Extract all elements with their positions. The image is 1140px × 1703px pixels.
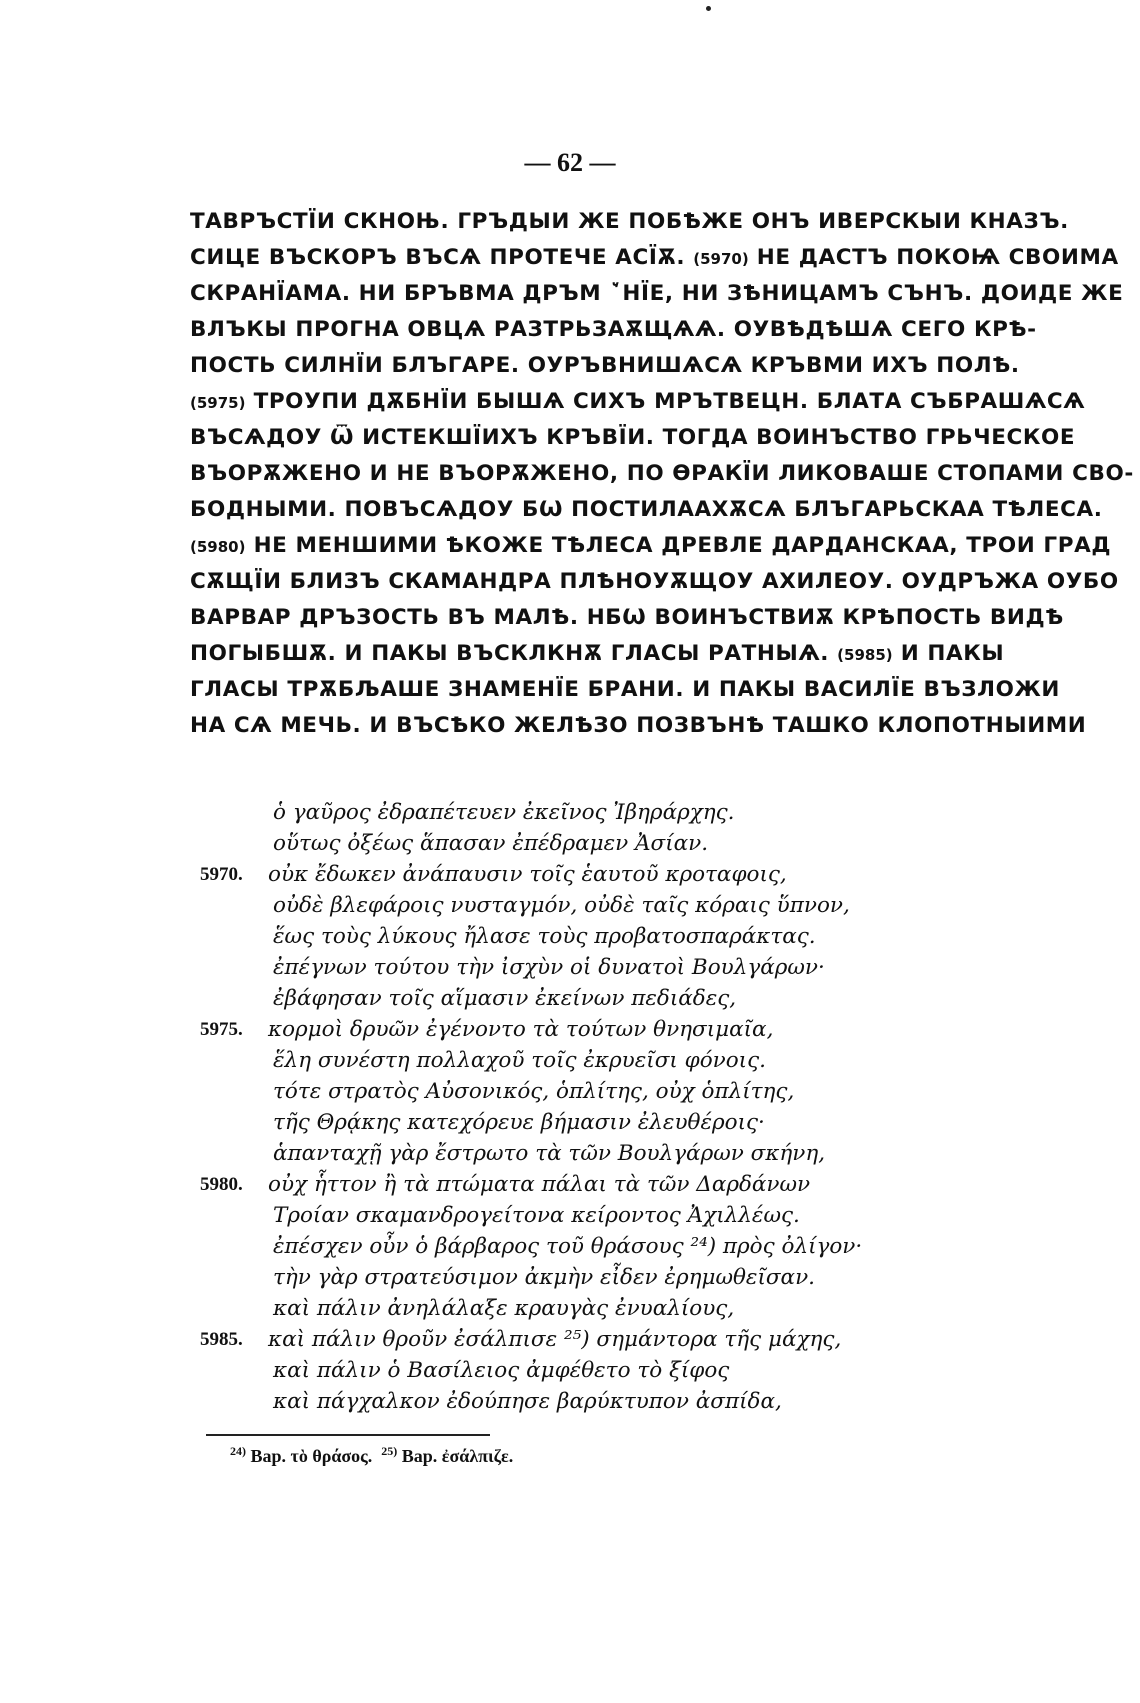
line-number: (5985) bbox=[837, 646, 893, 664]
verse-line bbox=[200, 859, 980, 890]
footnote-marker: 24) bbox=[230, 1444, 246, 1458]
verse-text: ἕως τοὺς λύκους ἤλασε τοὺς προβατοσπαράκτας. bbox=[273, 924, 816, 949]
line-number: (5975) bbox=[190, 394, 246, 412]
verse-number: 5975. bbox=[200, 1019, 243, 1040]
verse-line bbox=[200, 1107, 980, 1138]
verse-line bbox=[200, 1262, 980, 1293]
ink-dot-mark bbox=[706, 6, 711, 11]
verse-text: οὐκ ἔδωκεν ἀνάπαυσιν τοῖς ἑαυτοῦ κροταφοις, bbox=[268, 862, 787, 887]
verse-line bbox=[200, 1014, 980, 1045]
verse-number: 5980. bbox=[200, 1174, 243, 1195]
footnote-marker: 25) bbox=[381, 1444, 398, 1458]
verse-line bbox=[200, 1138, 980, 1169]
verse-line bbox=[200, 1169, 980, 1200]
verse-line bbox=[200, 1076, 980, 1107]
verse-text: τῆς Θρᾴκης κατεχόρευε βήμασιν ἐλευθέροις· bbox=[273, 1110, 765, 1135]
verse-line bbox=[200, 828, 980, 859]
line-number: (5970) bbox=[693, 250, 749, 268]
verse-number: 5970. bbox=[200, 864, 243, 885]
verse-text: οὐδὲ βλεφάροις νυσταγμόν, οὐδὲ ταῖς κόραις ὕπνον, bbox=[273, 893, 850, 918]
verse-text: καὶ πάλιν ἀνηλάλαξε κραυγὰς ἐνυαλίους, bbox=[273, 1296, 735, 1321]
slavonic-line: НА СѦ МЕЧЬ. И ВЪСѢКО ЖЕЛѢЗО ПОЗВЪНѢ ТАШКО КЛОПОТНЫИМИ bbox=[190, 713, 1087, 738]
verse-text: ὁ γαῦρος ἐδραπέτευεν ἐκεῖνος Ἰβηράρχης. bbox=[273, 800, 735, 825]
verse-text: τότε στρατὸς Αὐσονικός, ὁπλίτης, οὐχ ὁπλίτης, bbox=[273, 1079, 795, 1104]
footnotes bbox=[230, 1444, 513, 1467]
verse-text: Τροίαν σκαμανδρογείτονα κείροντος Ἀχιλλέως. bbox=[273, 1203, 800, 1228]
verse-text: ἕλη συνέστη πολλαχοῦ τοῖς ἐκρυεῖσι φόνοις. bbox=[273, 1048, 766, 1073]
slavonic-line: (5975) ТРОУПИ ДѪБНЇИ БЫШѦ СИХЪ МРЪТВЕЦН. БЛАТА СЪБРАШѦСѦ bbox=[190, 389, 1086, 414]
verse-text: καὶ πάλιν θροῦν ἐσάλπισε ²⁵) σημάντορα τῆς μάχης, bbox=[268, 1327, 842, 1352]
verse-text: ἁπανταχῇ γὰρ ἔστρωτο τὰ τῶν Βουλγάρων σκήνη, bbox=[273, 1141, 826, 1166]
slavonic-line: СКРАНЇАМА. НИ БРЪВМА ДРЪМ ꙿНЇЕ, НИ ЗѢНИЦАМЪ СЪНЪ. ДОИДЕ ЖЕ bbox=[190, 281, 1124, 306]
verse-line bbox=[200, 797, 980, 828]
footnote-divider bbox=[206, 1434, 490, 1436]
slavonic-line: ВЪСѦДОУ Ѿ ИСТЕКШЇИХЪ КРЪВЇИ. ТОГДА ВОИНЪСТВО ГРЬЧЕСКОЕ bbox=[190, 425, 1076, 450]
verse-text: καὶ πάγχαλκον ἐδούπησε βαρύκτυπον ἀσπίδα, bbox=[273, 1389, 782, 1414]
verse-text: ἐπέγνων τούτου τὴν ἰσχὺν οἱ δυνατοὶ Βουλγάρων· bbox=[273, 955, 825, 980]
verse-line bbox=[200, 1045, 980, 1076]
verse-text: ἐπέσχεν οὖν ὁ βάρβαρος τοῦ θράσους ²⁴) πρὸς ὀλίγον· bbox=[273, 1234, 863, 1259]
verse-line bbox=[200, 1386, 980, 1417]
verse-line bbox=[200, 1231, 980, 1262]
slavonic-line: ВЛЪКЫ ПРОГНА ОВЦѦ РАЗТРЬЗАѪЩѦѦ. ОУВѢДѢШѦ СЕГО КРѢ- bbox=[190, 317, 1037, 342]
verse-line bbox=[200, 1355, 980, 1386]
verse-line bbox=[200, 1200, 980, 1231]
verse-line bbox=[200, 952, 980, 983]
slavonic-text-block bbox=[190, 204, 1134, 744]
footnote-text: Вар. τὸ θράσος. bbox=[250, 1446, 373, 1466]
verse-line bbox=[200, 890, 980, 921]
slavonic-line: ГЛАСЫ ТРѪБЉАШЕ ЗНАМЕНЇЕ БРАНИ. И ПАКЫ ВАСИЛЇЕ ВЪЗЛОЖИ bbox=[190, 677, 1060, 702]
line-number: (5980) bbox=[190, 538, 246, 556]
verse-text: οὕτως ὀξέως ἅπασαν ἐπέδραμεν Ἀσίαν. bbox=[273, 831, 709, 856]
verse-text: οὐχ ἧττον ἢ τὰ πτώματα πάλαι τὰ τῶν Δαρδάνων bbox=[268, 1172, 811, 1197]
slavonic-line: ПОСТЬ СИЛНЇИ БЛЪГАРЕ. ОУРЪВНИШѦСѦ КРЪВМИ ИХЪ ПОЛѢ. bbox=[190, 353, 1020, 378]
slavonic-line: БОДНЫМИ. ПОВЪСѦДОУ БѠ ПОСТИЛААХѪСѦ БЛЪГАРЬСКАА ТѢЛЕСА. bbox=[190, 497, 1103, 522]
slavonic-line: ВАРВАР ДРЪЗОСТЬ ВЪ МАЛѢ. НБѠ ВОИНЪСТВИѪ КРѢПОСТЬ ВИДѢ bbox=[190, 605, 1064, 630]
slavonic-line: СИЦЕ ВЪСКОРЪ ВЪСѦ ПРОТЕЧЕ АСЇѪ. (5970) НЕ ДАСТЪ ПОКОѨ СВОИМА bbox=[190, 245, 1119, 270]
verse-line bbox=[200, 1324, 980, 1355]
verse-text: τὴν γὰρ στρατεύσιμον ἀκμὴν εἶδεν ἐρημωθεῖσαν. bbox=[273, 1265, 815, 1290]
verse-text: ἐβάφησαν τοῖς αἵμασιν ἐκείνων πεδιάδες, bbox=[273, 986, 737, 1011]
slavonic-line: ТАВРЪСТЇИ СКНОЊ. ГРЪДЫИ ЖЕ ПОБѢЖЕ ОНЪ ИВЕРСКЫИ КНАЗЪ. bbox=[190, 209, 1069, 234]
slavonic-line: СѪЩЇИ БЛИЗЪ СКАМАНДРА ПЛѢНОУѪЩОУ АХИЛЕОУ. ОУДРЪЖА ОУБО bbox=[190, 569, 1119, 594]
greek-verse-block bbox=[200, 797, 980, 1417]
slavonic-line: ПОГЫБШѪ. И ПАКЫ ВЪСКЛКНѪ ГЛАСЫ РАТНЫѦ. (5985) И ПАКЫ bbox=[190, 641, 1005, 666]
slavonic-line: (5980) НЕ МЕНШИМИ ѢКОЖЕ ТѢЛЕСА ДРЕВЛЕ ДАРДАНСКАА, ТРОИ ГРАД bbox=[190, 533, 1112, 558]
verse-number: 5985. bbox=[200, 1329, 243, 1350]
verse-line bbox=[200, 983, 980, 1014]
page-number: — 62 — bbox=[524, 148, 616, 177]
verse-line bbox=[200, 1293, 980, 1324]
verse-line bbox=[200, 921, 980, 952]
verse-text: καὶ πάλιν ὁ Βασίλειος ἀμφέθετο τὸ ξίφος bbox=[273, 1358, 730, 1383]
verse-text: κορμοὶ δρυῶν ἐγένοντο τὰ τούτων θνησιμαῖα, bbox=[268, 1017, 774, 1042]
footnote-text: Вар. ἐσάλπιζε. bbox=[401, 1446, 514, 1466]
slavonic-line: ВЪОРѪЖЕНО И НЕ ВЪОРѪЖЕНО, ПО ѲРАКЇИ ЛИКОВАШЕ СТОПАМИ СВО- bbox=[190, 461, 1134, 486]
